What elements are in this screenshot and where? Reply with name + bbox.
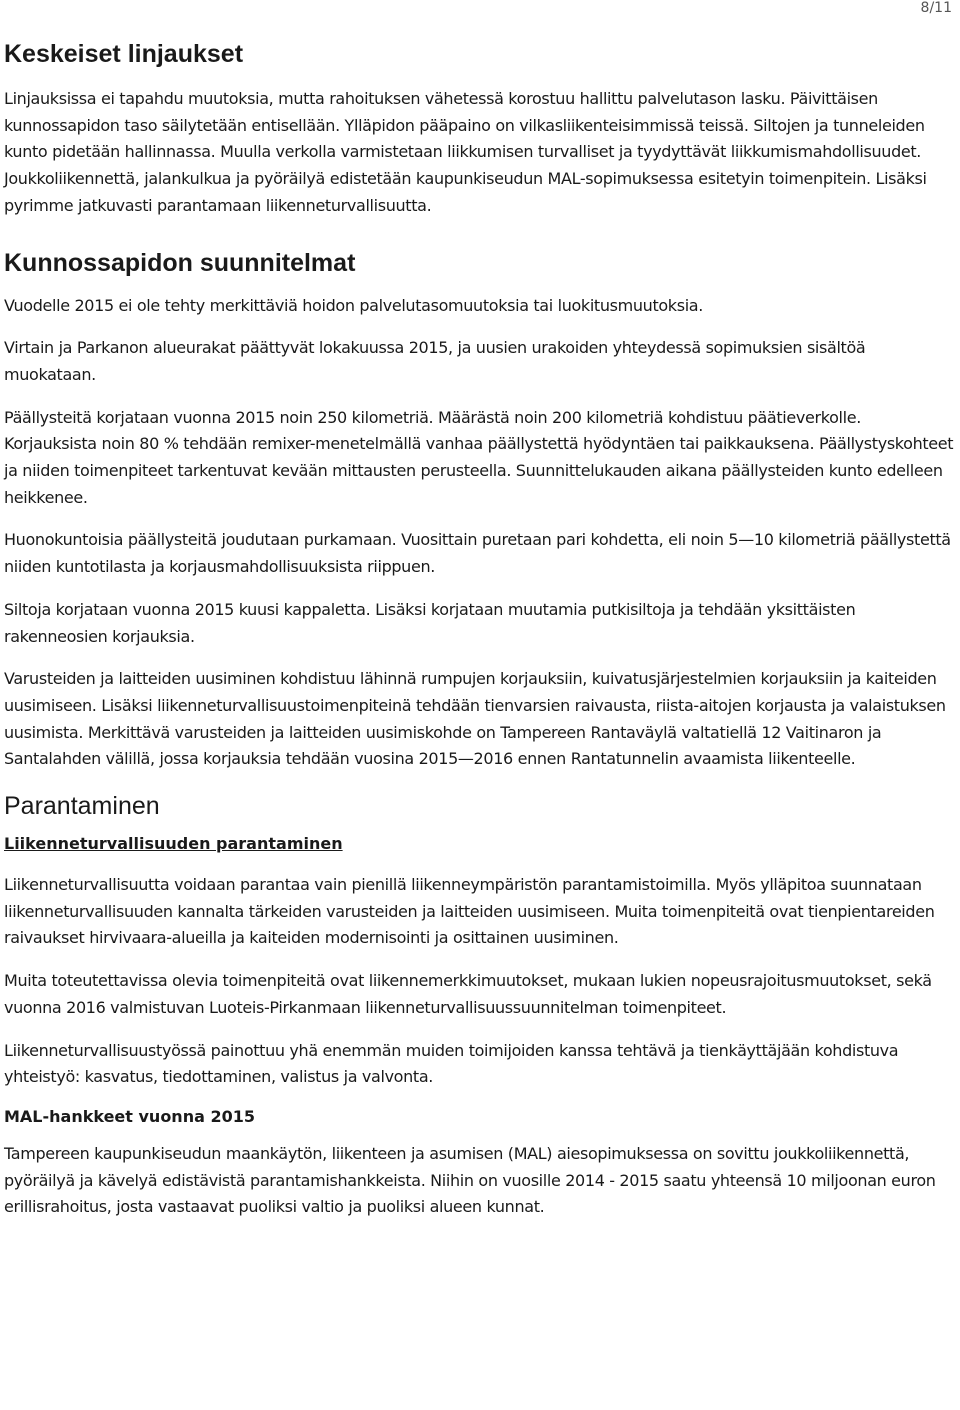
paragraph: Liikenneturvallisuustyössä painottuu yhä enemmän muiden toimijoiden kanssa tehtävä ja tienkäyttäjään kohdistuva yhteistyö: kasvatus, tiedottaminen, valistus ja valvonta. (4, 1040, 899, 1087)
subheading-liikenneturvallisuus: Liikenneturvallisuuden parantaminen (4, 834, 343, 854)
paragraph: Siltoja korjataan vuonna 2015 kuusi kappaletta. Lisäksi korjataan muutamia putkisiltoja ja tehdään yksittäisten rakenneosien korjauksia. (4, 599, 856, 646)
paragraph: Tampereen kaupunkiseudun maankäytön, liikenteen ja asumisen (MAL) aiesopimuksessa on sovittu joukkoliikennettä, pyöräilyä ja kävelyä edistävistä parantamishankkeista. Niihin on vuosille 2014 - 2015 saatu yhteensä 10 miljoonan euron erillisrahoitus, josta vastaavat puoliksi valtio ja puoliksi alueen kunnat. (4, 1143, 936, 1217)
heading-kunnossapidon-suunnitelmat: Kunnossapidon suunnitelmat (4, 248, 356, 277)
document-body (4, 36, 954, 1221)
paragraph: Linjauksissa ei tapahdu muutoksia, mutta rahoituksen vähetessä korostuu hallittu palvelutason lasku. Päivittäisen kunnossapidon taso säilytetään entisellään. Ylläpidon pääpaino on vilkasliikenteisimmissä teissä. Siltojen ja tunneleiden kunto pidetään hallinnassa. Muulla verkolla varmistetaan liikkumisen turvalliset ja tyydyttävät liikkumismahdollisuudet. Joukkoliikennettä, jalankulkua ja pyöräilyä edistetään kaupunkiseudun MAL-sopimuksessa esitetyin toimenpitein. Lisäksi pyrimme jatkuvasti parantamaan liikenneturvallisuutta. (4, 89, 927, 215)
paragraph: Muita toteutettavissa olevia toimenpiteitä ovat liikennemerkkimuutokset, mukaan lukien nopeusrajoitusmuutokset, sekä vuonna 2016 valmistuvan Luoteis-Pirkanmaan liikenneturvallisuussuunnitelman toimenpiteet. (4, 971, 932, 1017)
paragraph: Virtain ja Parkanon alueurakat päättyvät lokakuussa 2015, ja uusien urakoiden yhteydessä sopimuksien sisältöä muokataan. (4, 338, 866, 384)
heading-keskeiset-linjaukset: Keskeiset linjaukset (4, 40, 244, 68)
heading-parantaminen: Parantaminen (4, 792, 160, 821)
paragraph: Varusteiden ja laitteiden uusiminen kohdistuu lähinnä rumpujen korjauksiin, kuivatusjärjestelmien korjauksiin ja kaiteiden uusimiseen. Lisäksi liikenneturvallisuustoimenpiteinä tehdään tienvarsien raivausta, riista-aitojen korjausta ja valaistuksen uusimista. Merkittävä varusteiden ja laitteiden uusimiskohde on Tampereen Rantaväylä valtatiellä 12 Vaitinaron ja Santalahden välillä, jossa korjauksia tehdään vuosina 2015—2016 ennen Rantatunnelin avaamista liikenteelle. (4, 669, 946, 769)
subheading-mal-hankkeet: MAL-hankkeet vuonna 2015 (4, 1106, 255, 1126)
paragraph: Päällysteitä korjataan vuonna 2015 noin 250 kilometriä. Määrästä noin 200 kilometriä kohdistuu päätieverkolle. Korjauksista noin 80 % tehdään remixer-menetelmällä vanhaa päällystettä hyödyntäen tai paikkauksena. Päällystyskohteet ja niiden toimenpiteet tarkentuvat kevään mittausten perusteella. Suunnittelukauden aikana päällysteiden kunto edelleen heikkenee. (4, 407, 954, 507)
paragraph: Liikenneturvallisuutta voidaan parantaa vain pienillä liikenneympäristön parantamistoimilla. Myös ylläpitoa suunnataan liikenneturvallisuuden kannalta tärkeiden varusteiden ja laitteiden uusimiseen. Muita toimenpiteitä ovat tienpientareiden raivaukset hirvivaara-alueilla ja kaiteiden modernisointi ja osittainen uusiminen. (4, 875, 935, 948)
page-number: 8/11 (920, 0, 952, 16)
paragraph: Huonokuntoisia päällysteitä joudutaan purkamaan. Vuosittain puretaan pari kohdetta, eli noin 5—10 kilometriä päällystettä niiden kuntotilasta ja korjausmahdollisuuksista riippuen. (4, 530, 951, 577)
paragraph: Vuodelle 2015 ei ole tehty merkittäviä hoidon palvelutasomuutoksia tai luokitusmuutoksia. (4, 295, 703, 315)
